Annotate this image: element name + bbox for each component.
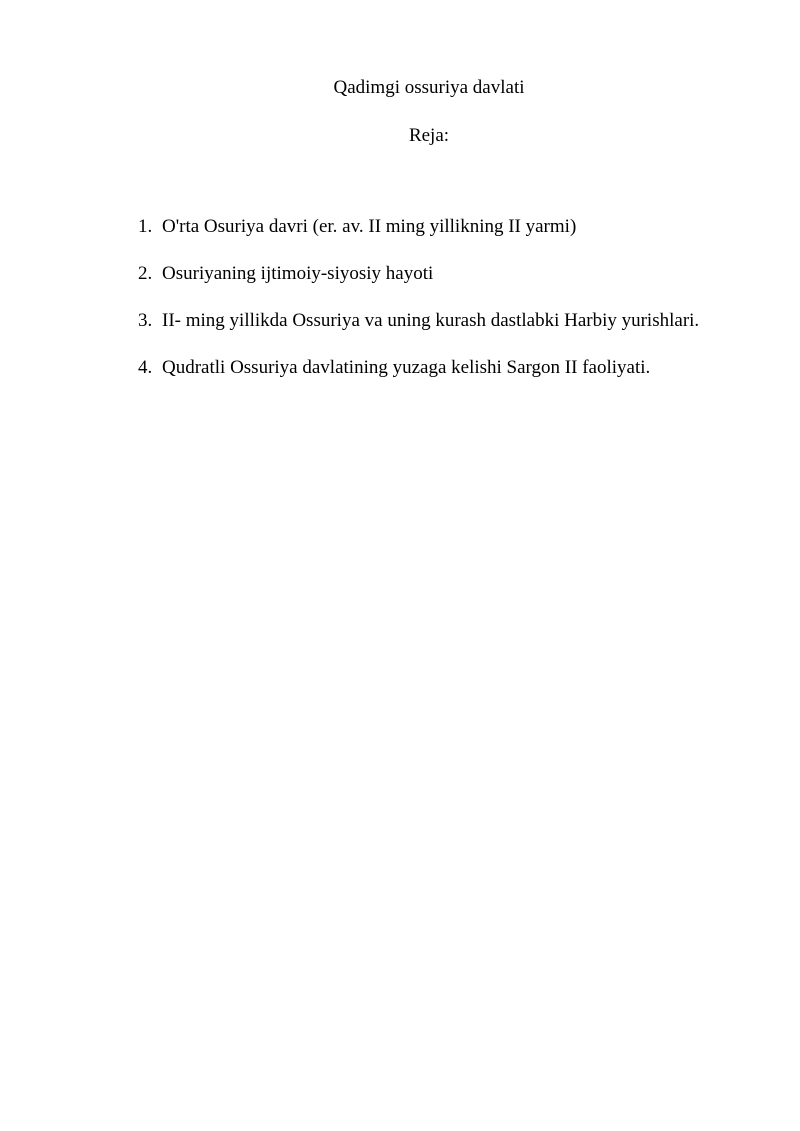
list-item	[138, 262, 699, 309]
document-title: Qadimgi ossuriya davlati	[333, 77, 525, 98]
plan-heading: Reja:	[408, 125, 450, 146]
list-item-number: 3.	[138, 310, 153, 331]
list-item-number: 4.	[138, 357, 153, 378]
list-item	[138, 215, 699, 262]
plan-list	[138, 215, 699, 403]
list-item-text: Osuriyaning ijtimoiy-siyosiy hayoti	[162, 263, 434, 284]
list-item	[138, 309, 699, 356]
list-item-number: 2.	[138, 263, 153, 284]
list-item-text: II- ming yillikda Ossuriya va uning kurash dastlabki Harbiy yurishlari.	[162, 310, 700, 331]
list-item-text: O'rta Osuriya davri (er. av. II ming yillikning II yarmi)	[162, 216, 577, 237]
list-item-text: Qudratli Ossuriya davlatining yuzaga kelishi Sargon II faoliyati.	[162, 357, 651, 378]
list-item-number: 1.	[138, 216, 153, 237]
list-item	[138, 356, 699, 403]
